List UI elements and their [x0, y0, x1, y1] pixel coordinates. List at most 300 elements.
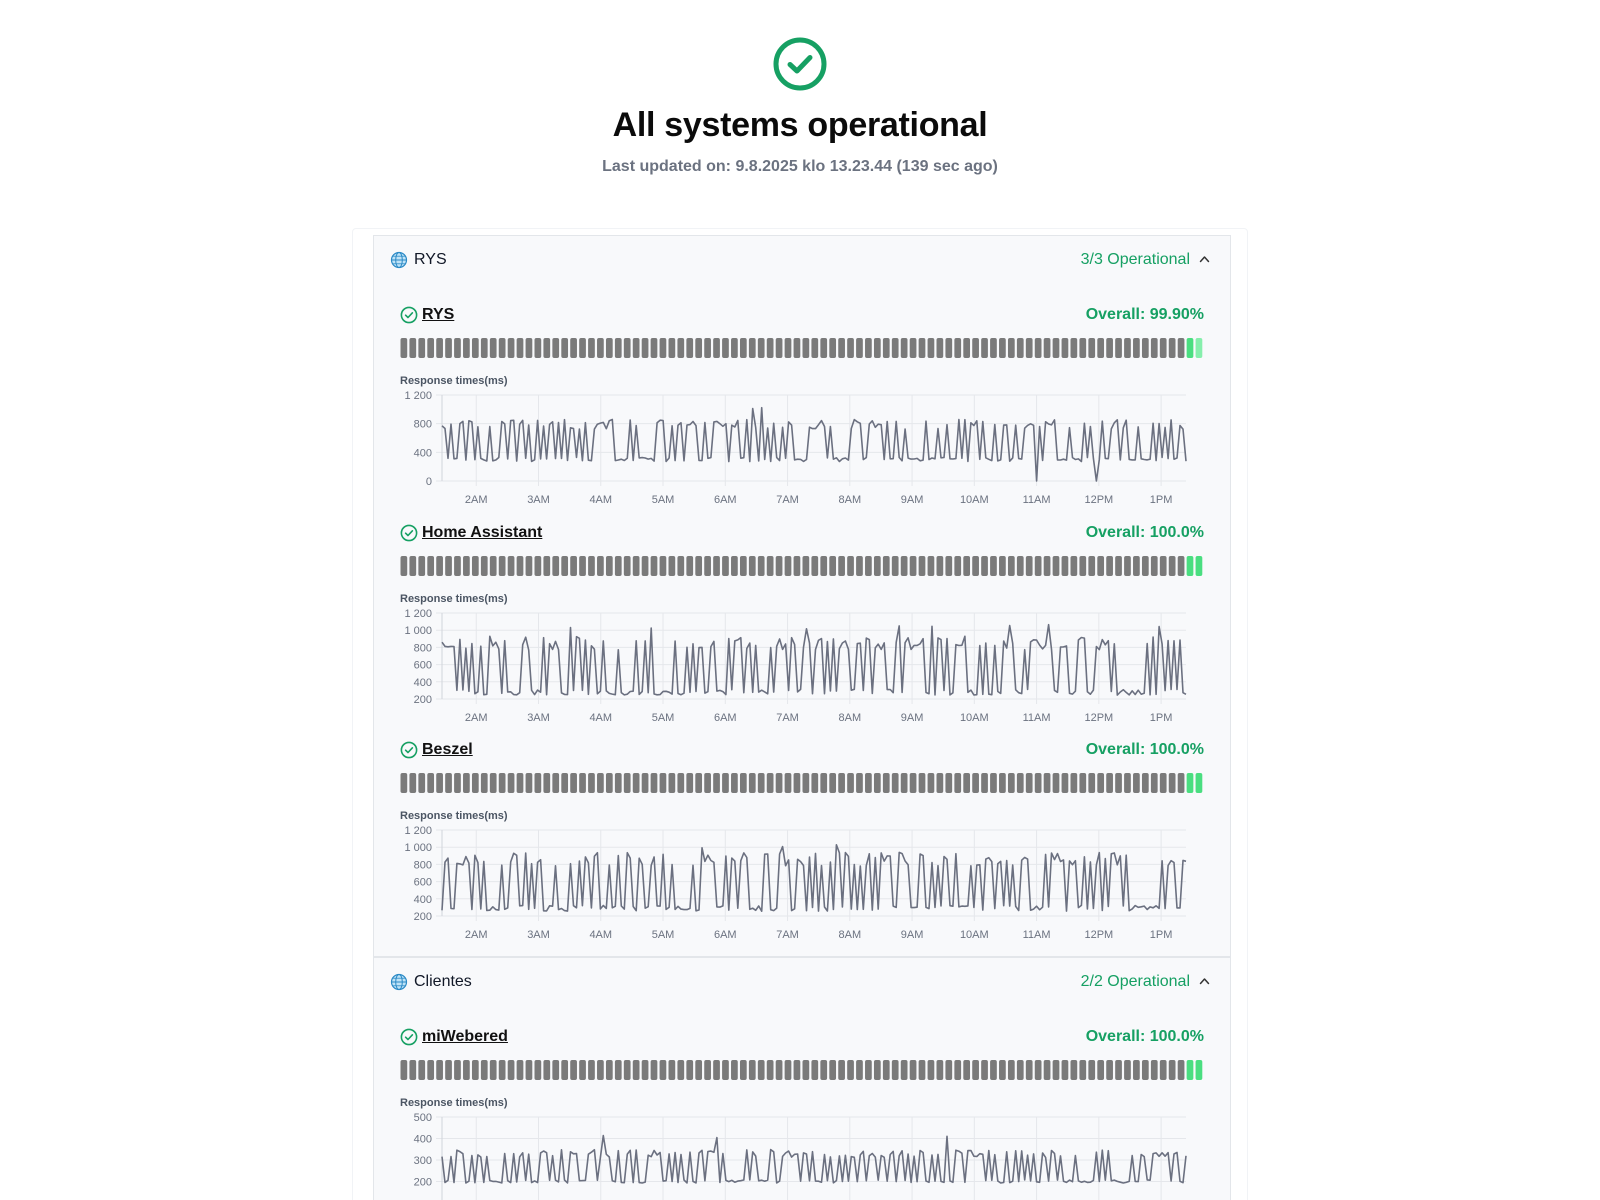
uptime-bar-segment[interactable] [838, 1060, 845, 1080]
uptime-bar-segment[interactable] [418, 556, 425, 576]
uptime-bar-segment[interactable] [1115, 773, 1122, 793]
uptime-bar-segment[interactable] [981, 338, 988, 358]
uptime-bar-segment[interactable] [463, 338, 470, 358]
uptime-bar-segment[interactable] [865, 1060, 872, 1080]
uptime-bar-segment[interactable] [1115, 1060, 1122, 1080]
uptime-bar-segment[interactable] [1169, 1060, 1176, 1080]
uptime-bar-segment[interactable] [427, 773, 434, 793]
uptime-bar-segment[interactable] [1142, 1060, 1149, 1080]
uptime-bar-segment[interactable] [722, 773, 729, 793]
uptime-bar-segment[interactable] [722, 1060, 729, 1080]
uptime-bar-segment[interactable] [624, 1060, 631, 1080]
uptime-bar-segment[interactable] [937, 1060, 944, 1080]
uptime-bar-segment[interactable] [910, 1060, 917, 1080]
uptime-bar-segment[interactable] [686, 1060, 693, 1080]
uptime-bar-segment-up[interactable] [1196, 556, 1203, 576]
uptime-bar-segment[interactable] [401, 1060, 408, 1080]
uptime-bar-segment[interactable] [1079, 338, 1086, 358]
uptime-bar-segment[interactable] [749, 556, 756, 576]
uptime-bar-segment[interactable] [1035, 1060, 1042, 1080]
uptime-bar-segment[interactable] [695, 1060, 702, 1080]
uptime-bar-segment[interactable] [928, 1060, 935, 1080]
uptime-bar-segment[interactable] [803, 556, 810, 576]
uptime-bar-segment[interactable] [561, 556, 568, 576]
uptime-bar-segment[interactable] [990, 338, 997, 358]
uptime-bar-segment[interactable] [1160, 556, 1167, 576]
uptime-bar-segment[interactable] [552, 556, 559, 576]
uptime-bar-segment[interactable] [785, 1060, 792, 1080]
uptime-bar-segment[interactable] [1133, 773, 1140, 793]
uptime-bar-segment[interactable] [570, 338, 577, 358]
uptime-bar-segment[interactable] [954, 556, 961, 576]
uptime-bar-segment[interactable] [820, 1060, 827, 1080]
uptime-bar-segment[interactable] [499, 338, 506, 358]
chevron-up-icon[interactable] [1199, 977, 1210, 985]
uptime-bar-segment[interactable] [677, 1060, 684, 1080]
uptime-bar-segment[interactable] [874, 773, 881, 793]
uptime-bar-segment[interactable] [633, 338, 640, 358]
uptime-bar-segment[interactable] [892, 773, 899, 793]
uptime-bar-segment[interactable] [811, 556, 818, 576]
uptime-bar-segment[interactable] [409, 773, 416, 793]
uptime-bar-segment[interactable] [883, 556, 890, 576]
uptime-bar-segment[interactable] [1026, 556, 1033, 576]
uptime-bar-segment[interactable] [963, 556, 970, 576]
uptime-bar-segment[interactable] [686, 556, 693, 576]
uptime-bar-segment[interactable] [606, 1060, 613, 1080]
uptime-bar-segment[interactable] [1151, 1060, 1158, 1080]
uptime-bar-segment[interactable] [543, 338, 550, 358]
uptime-bar-segment[interactable] [686, 773, 693, 793]
uptime-bar-segment[interactable] [588, 773, 595, 793]
uptime-bar-segment[interactable] [1035, 773, 1042, 793]
uptime-bar-segment[interactable] [1124, 338, 1131, 358]
uptime-bar-segment[interactable] [454, 338, 461, 358]
uptime-bar-segment[interactable] [990, 1060, 997, 1080]
uptime-bar-segment[interactable] [704, 338, 711, 358]
uptime-bar-segment[interactable] [633, 556, 640, 576]
uptime-bar-segment[interactable] [883, 773, 890, 793]
uptime-bar-segment[interactable] [704, 556, 711, 576]
uptime-bar-segment[interactable] [749, 338, 756, 358]
uptime-bar-segment[interactable] [713, 338, 720, 358]
uptime-bar-segment[interactable] [704, 1060, 711, 1080]
uptime-bar-segment[interactable] [570, 1060, 577, 1080]
uptime-bar-segment[interactable] [856, 556, 863, 576]
uptime-bar-segment[interactable] [749, 1060, 756, 1080]
uptime-bar-segment[interactable] [472, 338, 479, 358]
uptime-bar-segment[interactable] [847, 773, 854, 793]
uptime-bar-segment[interactable] [1008, 556, 1015, 576]
uptime-bar-segment[interactable] [597, 338, 604, 358]
uptime-bar-segment[interactable] [677, 338, 684, 358]
uptime-bar-segment[interactable] [624, 338, 631, 358]
uptime-bar-segment[interactable] [785, 556, 792, 576]
uptime-bar-segment[interactable] [1169, 773, 1176, 793]
uptime-bar-segment[interactable] [517, 773, 524, 793]
uptime-bar-segment[interactable] [1088, 338, 1095, 358]
uptime-bar-segment[interactable] [588, 338, 595, 358]
uptime-bar-segment[interactable] [472, 556, 479, 576]
uptime-bar-segment[interactable] [874, 556, 881, 576]
uptime-bar-segment[interactable] [919, 1060, 926, 1080]
uptime-bar-segment[interactable] [454, 1060, 461, 1080]
uptime-bar-segment[interactable] [579, 1060, 586, 1080]
uptime-bar-segment[interactable] [1062, 1060, 1069, 1080]
uptime-bar-segment[interactable] [1044, 1060, 1051, 1080]
uptime-bar-segment[interactable] [1008, 773, 1015, 793]
uptime-bar-segment[interactable] [847, 338, 854, 358]
uptime-bar-segment[interactable] [1079, 556, 1086, 576]
uptime-bar-segment[interactable] [901, 556, 908, 576]
uptime-bar-segment[interactable] [928, 556, 935, 576]
uptime-bar-segment[interactable] [570, 773, 577, 793]
uptime-bar-segment[interactable] [1106, 1060, 1113, 1080]
uptime-bar-segment[interactable] [1133, 1060, 1140, 1080]
uptime-bar-segment[interactable] [945, 773, 952, 793]
uptime-bar-segment[interactable] [669, 338, 676, 358]
uptime-bar-segment[interactable] [776, 1060, 783, 1080]
uptime-bar-segment[interactable] [999, 338, 1006, 358]
uptime-bar-segment[interactable] [1071, 1060, 1078, 1080]
uptime-bar-segment[interactable] [401, 338, 408, 358]
uptime-bar-segment[interactable] [1053, 1060, 1060, 1080]
uptime-bar-segment[interactable] [999, 773, 1006, 793]
uptime-bar-segment[interactable] [856, 773, 863, 793]
uptime-bar-segment[interactable] [615, 556, 622, 576]
uptime-bar-segment[interactable] [1017, 338, 1024, 358]
uptime-bar-segment[interactable] [990, 556, 997, 576]
uptime-bar-segment[interactable] [472, 1060, 479, 1080]
uptime-bar-segment[interactable] [463, 773, 470, 793]
uptime-bar-segment[interactable] [954, 1060, 961, 1080]
uptime-bar-segment[interactable] [794, 1060, 801, 1080]
uptime-bar-segment[interactable] [418, 773, 425, 793]
uptime-bar-segment[interactable] [776, 773, 783, 793]
uptime-bar-segment[interactable] [820, 773, 827, 793]
uptime-bar-segment[interactable] [937, 556, 944, 576]
uptime-bar-segment[interactable] [901, 338, 908, 358]
uptime-bar-segment[interactable] [606, 556, 613, 576]
uptime-bar-segment[interactable] [1008, 338, 1015, 358]
uptime-bar-segment[interactable] [856, 338, 863, 358]
uptime-bar-segment[interactable] [499, 556, 506, 576]
uptime-bar-segment[interactable] [1151, 556, 1158, 576]
uptime-bar-segment[interactable] [615, 773, 622, 793]
uptime-bar-segment[interactable] [794, 556, 801, 576]
uptime-bar-segment[interactable] [963, 1060, 970, 1080]
uptime-bar-segment[interactable] [642, 338, 649, 358]
uptime-bar-segment[interactable] [1062, 773, 1069, 793]
uptime-bar-segment[interactable] [436, 338, 443, 358]
uptime-bar-segment[interactable] [731, 773, 738, 793]
uptime-bar-segment[interactable] [1142, 773, 1149, 793]
uptime-bar-segment[interactable] [1035, 556, 1042, 576]
uptime-bar-segment[interactable] [1133, 338, 1140, 358]
uptime-bar-segment[interactable] [847, 556, 854, 576]
uptime-bar-segment[interactable] [1053, 773, 1060, 793]
uptime-bar-segment[interactable] [758, 556, 765, 576]
uptime-bar-segment[interactable] [945, 338, 952, 358]
uptime-bar-segment[interactable] [838, 338, 845, 358]
uptime-bar-segment[interactable] [776, 556, 783, 576]
uptime-bar-segment[interactable] [1097, 338, 1104, 358]
uptime-bar-segment[interactable] [856, 1060, 863, 1080]
uptime-bar-segment[interactable] [1124, 556, 1131, 576]
uptime-bar-segment[interactable] [1079, 773, 1086, 793]
uptime-bar-segment[interactable] [570, 556, 577, 576]
uptime-bar-segment[interactable] [1035, 338, 1042, 358]
uptime-bar-segment[interactable] [669, 1060, 676, 1080]
uptime-bar-segment[interactable] [445, 1060, 452, 1080]
uptime-bar-segment[interactable] [517, 1060, 524, 1080]
uptime-bar-segment[interactable] [543, 1060, 550, 1080]
uptime-bar-segment[interactable] [910, 773, 917, 793]
uptime-bar-segment[interactable] [963, 773, 970, 793]
uptime-bar-segment[interactable] [731, 338, 738, 358]
uptime-bar-segment[interactable] [552, 773, 559, 793]
uptime-bar-segment[interactable] [526, 773, 533, 793]
uptime-bar-segment[interactable] [740, 556, 747, 576]
uptime-bar-segment[interactable] [865, 556, 872, 576]
uptime-bar-segment-up[interactable] [1196, 1060, 1203, 1080]
uptime-bar-segment[interactable] [427, 338, 434, 358]
uptime-bar-segment[interactable] [1017, 1060, 1024, 1080]
uptime-bar-segment[interactable] [981, 1060, 988, 1080]
uptime-bar-segment[interactable] [642, 556, 649, 576]
uptime-bar-segment[interactable] [892, 556, 899, 576]
uptime-bar-segment[interactable] [1097, 1060, 1104, 1080]
uptime-bar-segment[interactable] [990, 773, 997, 793]
uptime-bar-segment[interactable] [1160, 1060, 1167, 1080]
uptime-bar-segment[interactable] [436, 1060, 443, 1080]
uptime-bar-segment[interactable] [436, 556, 443, 576]
uptime-bar-segment[interactable] [972, 338, 979, 358]
uptime-bar-segment[interactable] [785, 773, 792, 793]
uptime-bar-segment[interactable] [740, 1060, 747, 1080]
uptime-bar-segment[interactable] [543, 556, 550, 576]
uptime-bar-segment[interactable] [677, 773, 684, 793]
uptime-bar-segment[interactable] [901, 773, 908, 793]
uptime-bar-segment[interactable] [490, 773, 497, 793]
uptime-bar-segment[interactable] [1097, 556, 1104, 576]
uptime-bar-segment[interactable] [409, 556, 416, 576]
uptime-bar-segment[interactable] [1044, 556, 1051, 576]
uptime-bar-segment[interactable] [829, 773, 836, 793]
uptime-bar-segment[interactable] [1088, 773, 1095, 793]
uptime-bar-segment[interactable] [597, 1060, 604, 1080]
uptime-bar-segment[interactable] [811, 1060, 818, 1080]
uptime-bar-segment[interactable] [445, 556, 452, 576]
uptime-bar-segment[interactable] [526, 556, 533, 576]
uptime-bar-segment[interactable] [928, 338, 935, 358]
uptime-bar-segment[interactable] [1133, 556, 1140, 576]
uptime-bar-segment[interactable] [883, 1060, 890, 1080]
uptime-bar-segment[interactable] [1053, 556, 1060, 576]
uptime-bar-segment[interactable] [999, 556, 1006, 576]
uptime-bar-segment[interactable] [829, 1060, 836, 1080]
uptime-bar-segment[interactable] [811, 773, 818, 793]
uptime-bar-segment[interactable] [865, 338, 872, 358]
uptime-bar-segment[interactable] [633, 1060, 640, 1080]
uptime-bar-segment[interactable] [401, 556, 408, 576]
group-header-rys[interactable] [374, 236, 1230, 282]
uptime-bar-segment[interactable] [552, 1060, 559, 1080]
uptime-bar-segment[interactable] [981, 773, 988, 793]
uptime-bar-segment[interactable] [561, 338, 568, 358]
uptime-bar-segment[interactable] [409, 1060, 416, 1080]
uptime-bar-segment[interactable] [615, 338, 622, 358]
uptime-bar-segment[interactable] [767, 1060, 774, 1080]
uptime-bar-segment[interactable] [767, 338, 774, 358]
monitor-link[interactable]: miWebered [422, 1028, 508, 1045]
uptime-bar-segment[interactable] [669, 773, 676, 793]
uptime-bar-segment[interactable] [561, 1060, 568, 1080]
uptime-bar-segment[interactable] [892, 1060, 899, 1080]
uptime-bar-segment[interactable] [579, 556, 586, 576]
uptime-bar-segment[interactable] [695, 773, 702, 793]
uptime-bar-segment[interactable] [1160, 338, 1167, 358]
uptime-bar-segment[interactable] [561, 773, 568, 793]
uptime-bar-segment[interactable] [481, 556, 488, 576]
uptime-bar-segment[interactable] [803, 338, 810, 358]
uptime-bar-segment[interactable] [517, 338, 524, 358]
uptime-bar-segment[interactable] [669, 556, 676, 576]
uptime-bar-segment[interactable] [963, 338, 970, 358]
uptime-bar-segment[interactable] [713, 1060, 720, 1080]
uptime-bar-segment[interactable] [1044, 338, 1051, 358]
uptime-bar-segment[interactable] [1124, 1060, 1131, 1080]
uptime-bar-segment[interactable] [579, 773, 586, 793]
uptime-bar-segment[interactable] [535, 773, 542, 793]
uptime-bar-segment[interactable] [829, 556, 836, 576]
uptime-bar-segment[interactable] [508, 773, 515, 793]
uptime-bar-segment[interactable] [1071, 556, 1078, 576]
uptime-bar-segment[interactable] [1178, 1060, 1185, 1080]
uptime-bar-segment[interactable] [490, 1060, 497, 1080]
uptime-bar-segment[interactable] [713, 773, 720, 793]
uptime-bar-segment[interactable] [910, 556, 917, 576]
uptime-bar-segment[interactable] [508, 556, 515, 576]
uptime-bar-segment[interactable] [472, 773, 479, 793]
uptime-bar-segment[interactable] [1169, 338, 1176, 358]
uptime-bar-segment[interactable] [508, 1060, 515, 1080]
uptime-bar-segment[interactable] [695, 556, 702, 576]
uptime-bar-segment[interactable] [1142, 338, 1149, 358]
uptime-bar-segment[interactable] [1062, 556, 1069, 576]
monitor-link[interactable]: RYS [422, 306, 455, 323]
uptime-bar-segment[interactable] [463, 1060, 470, 1080]
uptime-bar-segment[interactable] [740, 338, 747, 358]
uptime-bar-segment[interactable] [454, 556, 461, 576]
uptime-bar-segment[interactable] [481, 338, 488, 358]
uptime-bar-segment[interactable] [1178, 338, 1185, 358]
uptime-bar-segment[interactable] [731, 556, 738, 576]
uptime-bar-segment[interactable] [660, 338, 667, 358]
uptime-bar-segment[interactable] [579, 338, 586, 358]
uptime-bar-segment[interactable] [767, 556, 774, 576]
uptime-bar-segment[interactable] [919, 773, 926, 793]
uptime-bar-segment[interactable] [409, 338, 416, 358]
uptime-bar-segment[interactable] [874, 338, 881, 358]
uptime-bar-segment[interactable] [1151, 773, 1158, 793]
uptime-bar-segment[interactable] [776, 338, 783, 358]
uptime-bar-segment[interactable] [543, 773, 550, 793]
uptime-bar-segment[interactable] [418, 338, 425, 358]
uptime-bar-segment[interactable] [972, 556, 979, 576]
uptime-bar-segment[interactable] [713, 556, 720, 576]
uptime-bar-segment[interactable] [847, 1060, 854, 1080]
uptime-bar-segment-up[interactable] [1187, 556, 1194, 576]
uptime-bar-segment[interactable] [499, 1060, 506, 1080]
uptime-bar-segment[interactable] [686, 338, 693, 358]
uptime-bar-segment[interactable] [1097, 773, 1104, 793]
uptime-bar-segment[interactable] [1062, 338, 1069, 358]
uptime-bar-segment[interactable] [1088, 556, 1095, 576]
uptime-bar-segment[interactable] [794, 773, 801, 793]
uptime-bar-segment[interactable] [535, 338, 542, 358]
uptime-bar-segment[interactable] [418, 1060, 425, 1080]
uptime-bar-segment[interactable] [937, 338, 944, 358]
uptime-bar-segment[interactable] [615, 1060, 622, 1080]
uptime-bar-segment[interactable] [481, 773, 488, 793]
uptime-bar-segment[interactable] [722, 338, 729, 358]
uptime-bar-segment[interactable] [919, 556, 926, 576]
uptime-bar-segment[interactable] [1008, 1060, 1015, 1080]
uptime-bar-segment[interactable] [651, 338, 658, 358]
uptime-bar-segment[interactable] [945, 556, 952, 576]
uptime-bar-segment[interactable] [427, 1060, 434, 1080]
uptime-bar-segment[interactable] [1160, 773, 1167, 793]
uptime-bar-segment[interactable] [1044, 773, 1051, 793]
uptime-bar-segment[interactable] [874, 1060, 881, 1080]
uptime-bar-segment[interactable] [642, 1060, 649, 1080]
uptime-bar-segment[interactable] [526, 338, 533, 358]
uptime-bar-segment[interactable] [981, 556, 988, 576]
uptime-bar-segment[interactable] [972, 773, 979, 793]
uptime-bar-segment[interactable] [490, 338, 497, 358]
uptime-bar-segment[interactable] [740, 773, 747, 793]
uptime-bar-segment[interactable] [758, 1060, 765, 1080]
uptime-bar-segment[interactable] [1088, 1060, 1095, 1080]
uptime-bar-segment[interactable] [526, 1060, 533, 1080]
uptime-bar-segment[interactable] [758, 338, 765, 358]
uptime-bar-segment[interactable] [624, 773, 631, 793]
uptime-bar-segment[interactable] [1178, 773, 1185, 793]
uptime-bar-segment[interactable] [606, 773, 613, 793]
uptime-bar-segment[interactable] [642, 773, 649, 793]
uptime-bar-segment[interactable] [535, 556, 542, 576]
uptime-bar-segment-up[interactable] [1187, 1060, 1194, 1080]
uptime-bar-segment[interactable] [588, 1060, 595, 1080]
uptime-bar-segment-up[interactable] [1187, 773, 1194, 793]
uptime-bar-segment[interactable] [445, 773, 452, 793]
uptime-bar-segment[interactable] [883, 338, 890, 358]
uptime-bar-segment[interactable] [436, 773, 443, 793]
uptime-bar-segment-up[interactable] [1196, 773, 1203, 793]
uptime-bar-segment-up[interactable] [1187, 338, 1194, 358]
uptime-bar-segment[interactable] [803, 773, 810, 793]
uptime-bar-segment[interactable] [1079, 1060, 1086, 1080]
uptime-bar-segment[interactable] [535, 1060, 542, 1080]
uptime-bar-segment[interactable] [767, 773, 774, 793]
uptime-bar-segment[interactable] [803, 1060, 810, 1080]
uptime-bar-segment[interactable] [651, 556, 658, 576]
uptime-bar-segment[interactable] [722, 556, 729, 576]
uptime-bar-segment[interactable] [633, 773, 640, 793]
uptime-bar-segment[interactable] [651, 1060, 658, 1080]
uptime-bar-segment[interactable] [552, 338, 559, 358]
